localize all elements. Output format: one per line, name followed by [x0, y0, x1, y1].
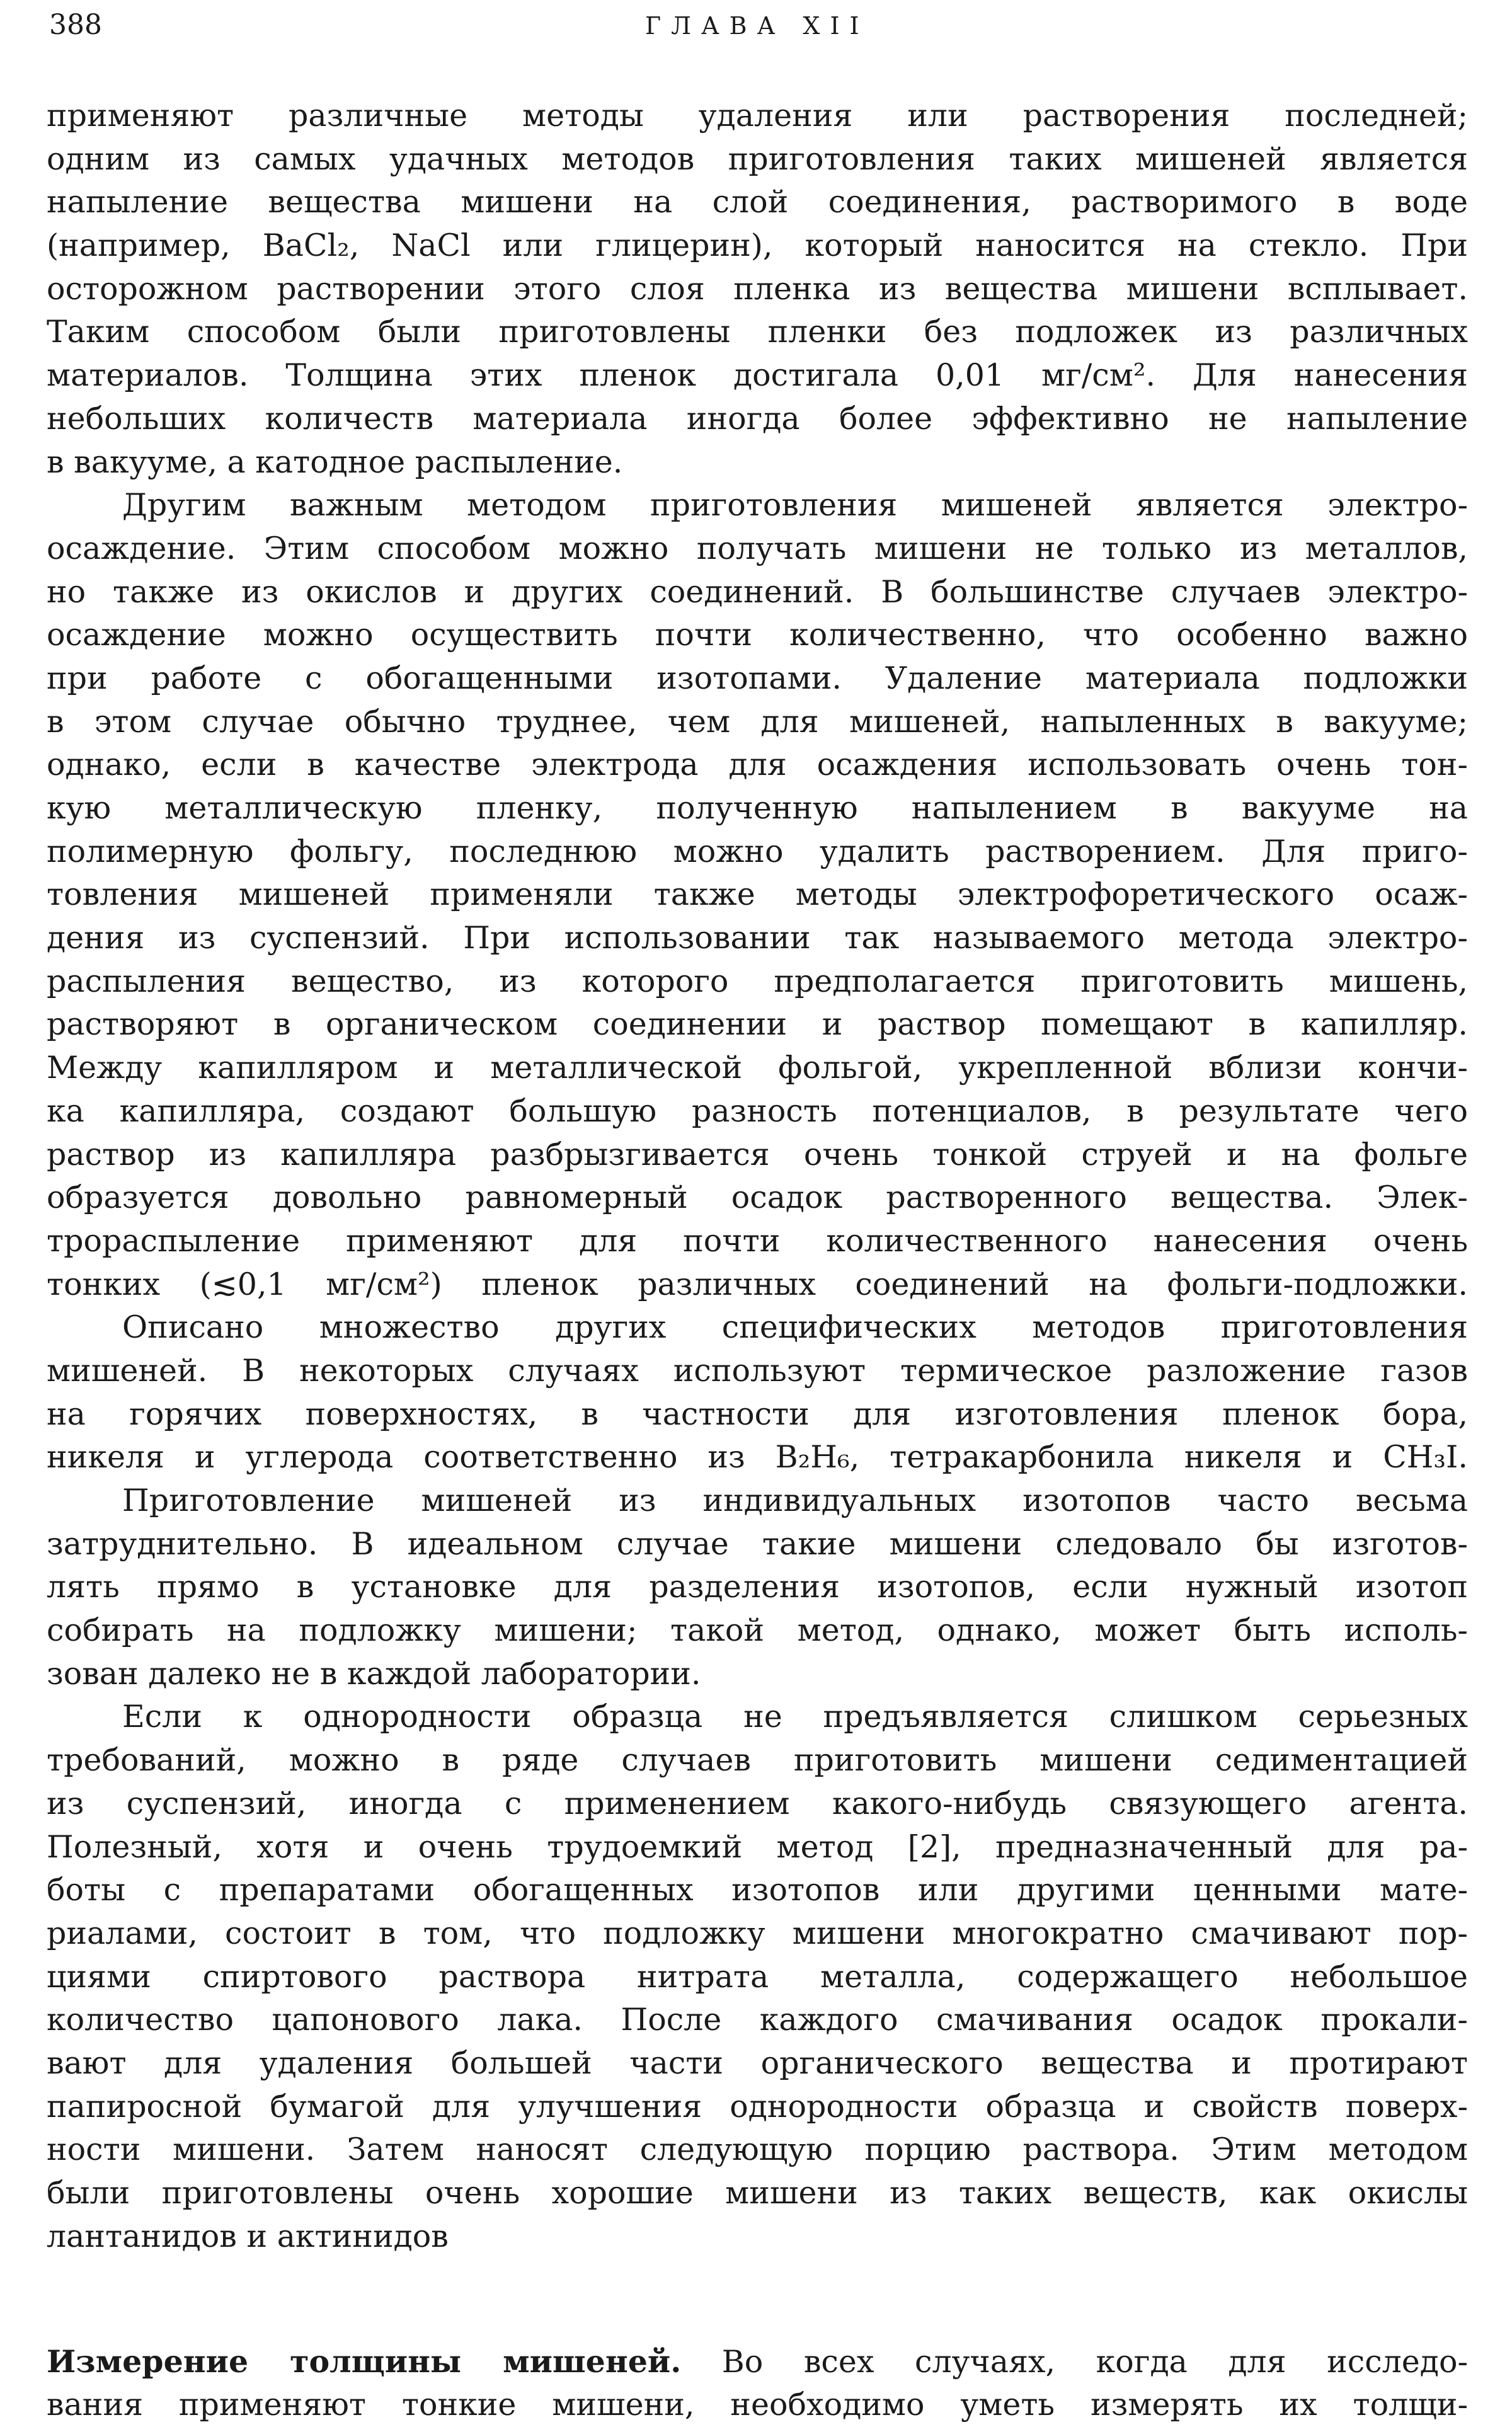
- section-measurement: [47, 2340, 1468, 2426]
- text-line: вают для удаления большей части органического вещества и протирают: [47, 2045, 1468, 2081]
- text-line: Другим важным методом приготовления мишеней является электро-: [122, 487, 1468, 524]
- text-line: вания применяют тонкие мишени, необходимо уметь измерять их толщи-: [47, 2387, 1468, 2423]
- text-line: Приготовление мишеней из индивидуальных изотопов часто весьма: [122, 1483, 1468, 1518]
- section-first-line-text: Во всех случаях, когда для исследо-: [681, 2344, 1468, 2380]
- text-line: небольших количеств материала иногда более эффективно не напыление: [47, 400, 1468, 437]
- text-line: осторожном растворении этого слоя пленка из вещества мишени всплывает.: [47, 270, 1468, 307]
- text-line: в этом случае обычно труднее, чем для мишеней, напыленных в вакууме;: [47, 703, 1468, 740]
- text-line: но также из окислов и других соединений. В большинстве случаев электро-: [47, 573, 1468, 610]
- page-header: [47, 0, 1468, 60]
- text-line: затруднительно. В идеальном случае такие мишени следовало бы изготов-: [47, 1525, 1468, 1562]
- text-line: ка капилляра, создают большую разность потенциалов, в результате чего: [47, 1093, 1468, 1129]
- page-number: 388: [49, 9, 102, 41]
- text-line: образуется довольно равномерный осадок растворенного вещества. Элек-: [47, 1179, 1468, 1216]
- text-line: мишеней. В некоторых случаях используют термическое разложение газов: [47, 1352, 1468, 1389]
- text-line: лять прямо в установке для разделения изотопов, если нужный изотоп: [47, 1569, 1468, 1605]
- text-line: в вакууме, а катодное распыление.: [47, 444, 623, 480]
- paragraph-3: [47, 1306, 1468, 1479]
- running-head: ГЛАВА XII: [645, 12, 869, 40]
- text-line: требований, можно в ряде случаев приготовить мишени седиментацией: [47, 1742, 1468, 1779]
- text-line: Описано множество других специфических методов приготовления: [122, 1309, 1468, 1346]
- paragraph-4: [47, 1479, 1468, 1695]
- text-line: применяют различные методы удаления или растворения последней;: [47, 98, 1468, 134]
- text-line: никеля и углерода соответственно из B₂H₆, тетракарбонила никеля и CH₃I.: [47, 1439, 1468, 1476]
- text-line: количество цапонового лака. После каждого смачивания осадок прокали-: [47, 2002, 1468, 2038]
- text-line: боты с препаратами обогащенных изотопов или другими ценными мате-: [47, 1872, 1468, 1908]
- text-line: растворяют в органическом соединении и раствор помещают в капилляр.: [47, 1006, 1468, 1043]
- text-line: на горячих поверхностях, в частности для изготовления пленок бора,: [47, 1396, 1468, 1432]
- section-gap: [47, 2258, 1468, 2340]
- text-line: осаждение. Этим способом можно получать мишени не только из металлов,: [47, 530, 1468, 566]
- text-line: собирать на подложку мишени; такой метод, однако, может быть исполь-: [47, 1612, 1468, 1649]
- paragraph-5: [47, 1695, 1468, 2258]
- text-line: Таким способом были приготовлены пленки без подложек из различных: [47, 314, 1468, 350]
- text-line: папиросной бумагой для улучшения однородности образца и свойств поверх-: [47, 2088, 1468, 2125]
- text-line: распыления вещество, из которого предполагается приготовить мишень,: [47, 963, 1468, 999]
- section-heading: Измерение толщины мишеней.: [47, 2343, 682, 2380]
- text-line: были приготовлены очень хорошие мишени из таких веществ, как окислы: [47, 2175, 1468, 2211]
- text-line: тонких (≲0,1 мг/см²) пленок различных соединений на фольги-подложки.: [47, 1266, 1468, 1302]
- text-line: Между капилляром и металлической фольгой, укрепленной вблизи кончи-: [47, 1050, 1468, 1086]
- body-text: [47, 95, 1468, 2427]
- paragraph-1: [47, 95, 1468, 484]
- text-line: раствор из капилляра разбрызгивается очень тонкой струей и на фольге: [47, 1136, 1468, 1173]
- text-line: осаждение можно осуществить почти количественно, что особенно важно: [47, 617, 1468, 653]
- text-line: из суспензий, иногда с применением какого-нибудь связующего агента.: [47, 1785, 1468, 1822]
- paragraph-2: [47, 484, 1468, 1306]
- text-line: однако, если в качестве электрода для осаждения использовать очень тон-: [47, 747, 1468, 783]
- text-line: зован далеко не в каждой лаборатории.: [47, 1655, 701, 1692]
- text-line: одним из самых удачных методов приготовления таких мишеней является: [47, 141, 1468, 177]
- section-first-line: [47, 2340, 1468, 2384]
- text-line: материалов. Толщина этих пленок достигала 0,01 мг/см². Для нанесения: [47, 357, 1468, 394]
- text-line: товления мишеней применяли также методы электрофоретического осаж-: [47, 876, 1468, 913]
- text-line: Полезный, хотя и очень трудоемкий метод [2], предназначенный для ра-: [47, 1828, 1468, 1865]
- text-line: кую металлическую пленку, полученную напылением в вакууме на: [47, 790, 1468, 826]
- text-line: Если к однородности образца не предъявляется слишком серьезных: [122, 1699, 1468, 1735]
- text-line: ности мишени. Затем наносят следующую порцию раствора. Этим методом: [47, 2132, 1468, 2168]
- text-line: напыление вещества мишени на слой соединения, растворимого в воде: [47, 184, 1468, 221]
- book-page: [47, 0, 1468, 2423]
- text-line: (например, BaCl₂, NaCl или глицерин), который наносится на стекло. При: [47, 227, 1468, 264]
- text-line: дения из суспензий. При использовании так называемого метода электро-: [47, 920, 1468, 956]
- text-line: трораспыление применяют для почти количественного нанесения очень: [47, 1222, 1468, 1259]
- text-line: циями спиртового раствора нитрата металла, содержащего небольшое: [47, 1958, 1468, 1995]
- text-line: лантанидов и актинидов: [47, 2218, 449, 2254]
- text-line: полимерную фольгу, последнюю можно удалить растворением. Для приго-: [47, 833, 1468, 869]
- text-line: при работе с обогащенными изотопами. Удаление материала подложки: [47, 660, 1468, 696]
- text-line: риалами, состоит в том, что подложку мишени многократно смачивают пор-: [47, 1915, 1468, 1951]
